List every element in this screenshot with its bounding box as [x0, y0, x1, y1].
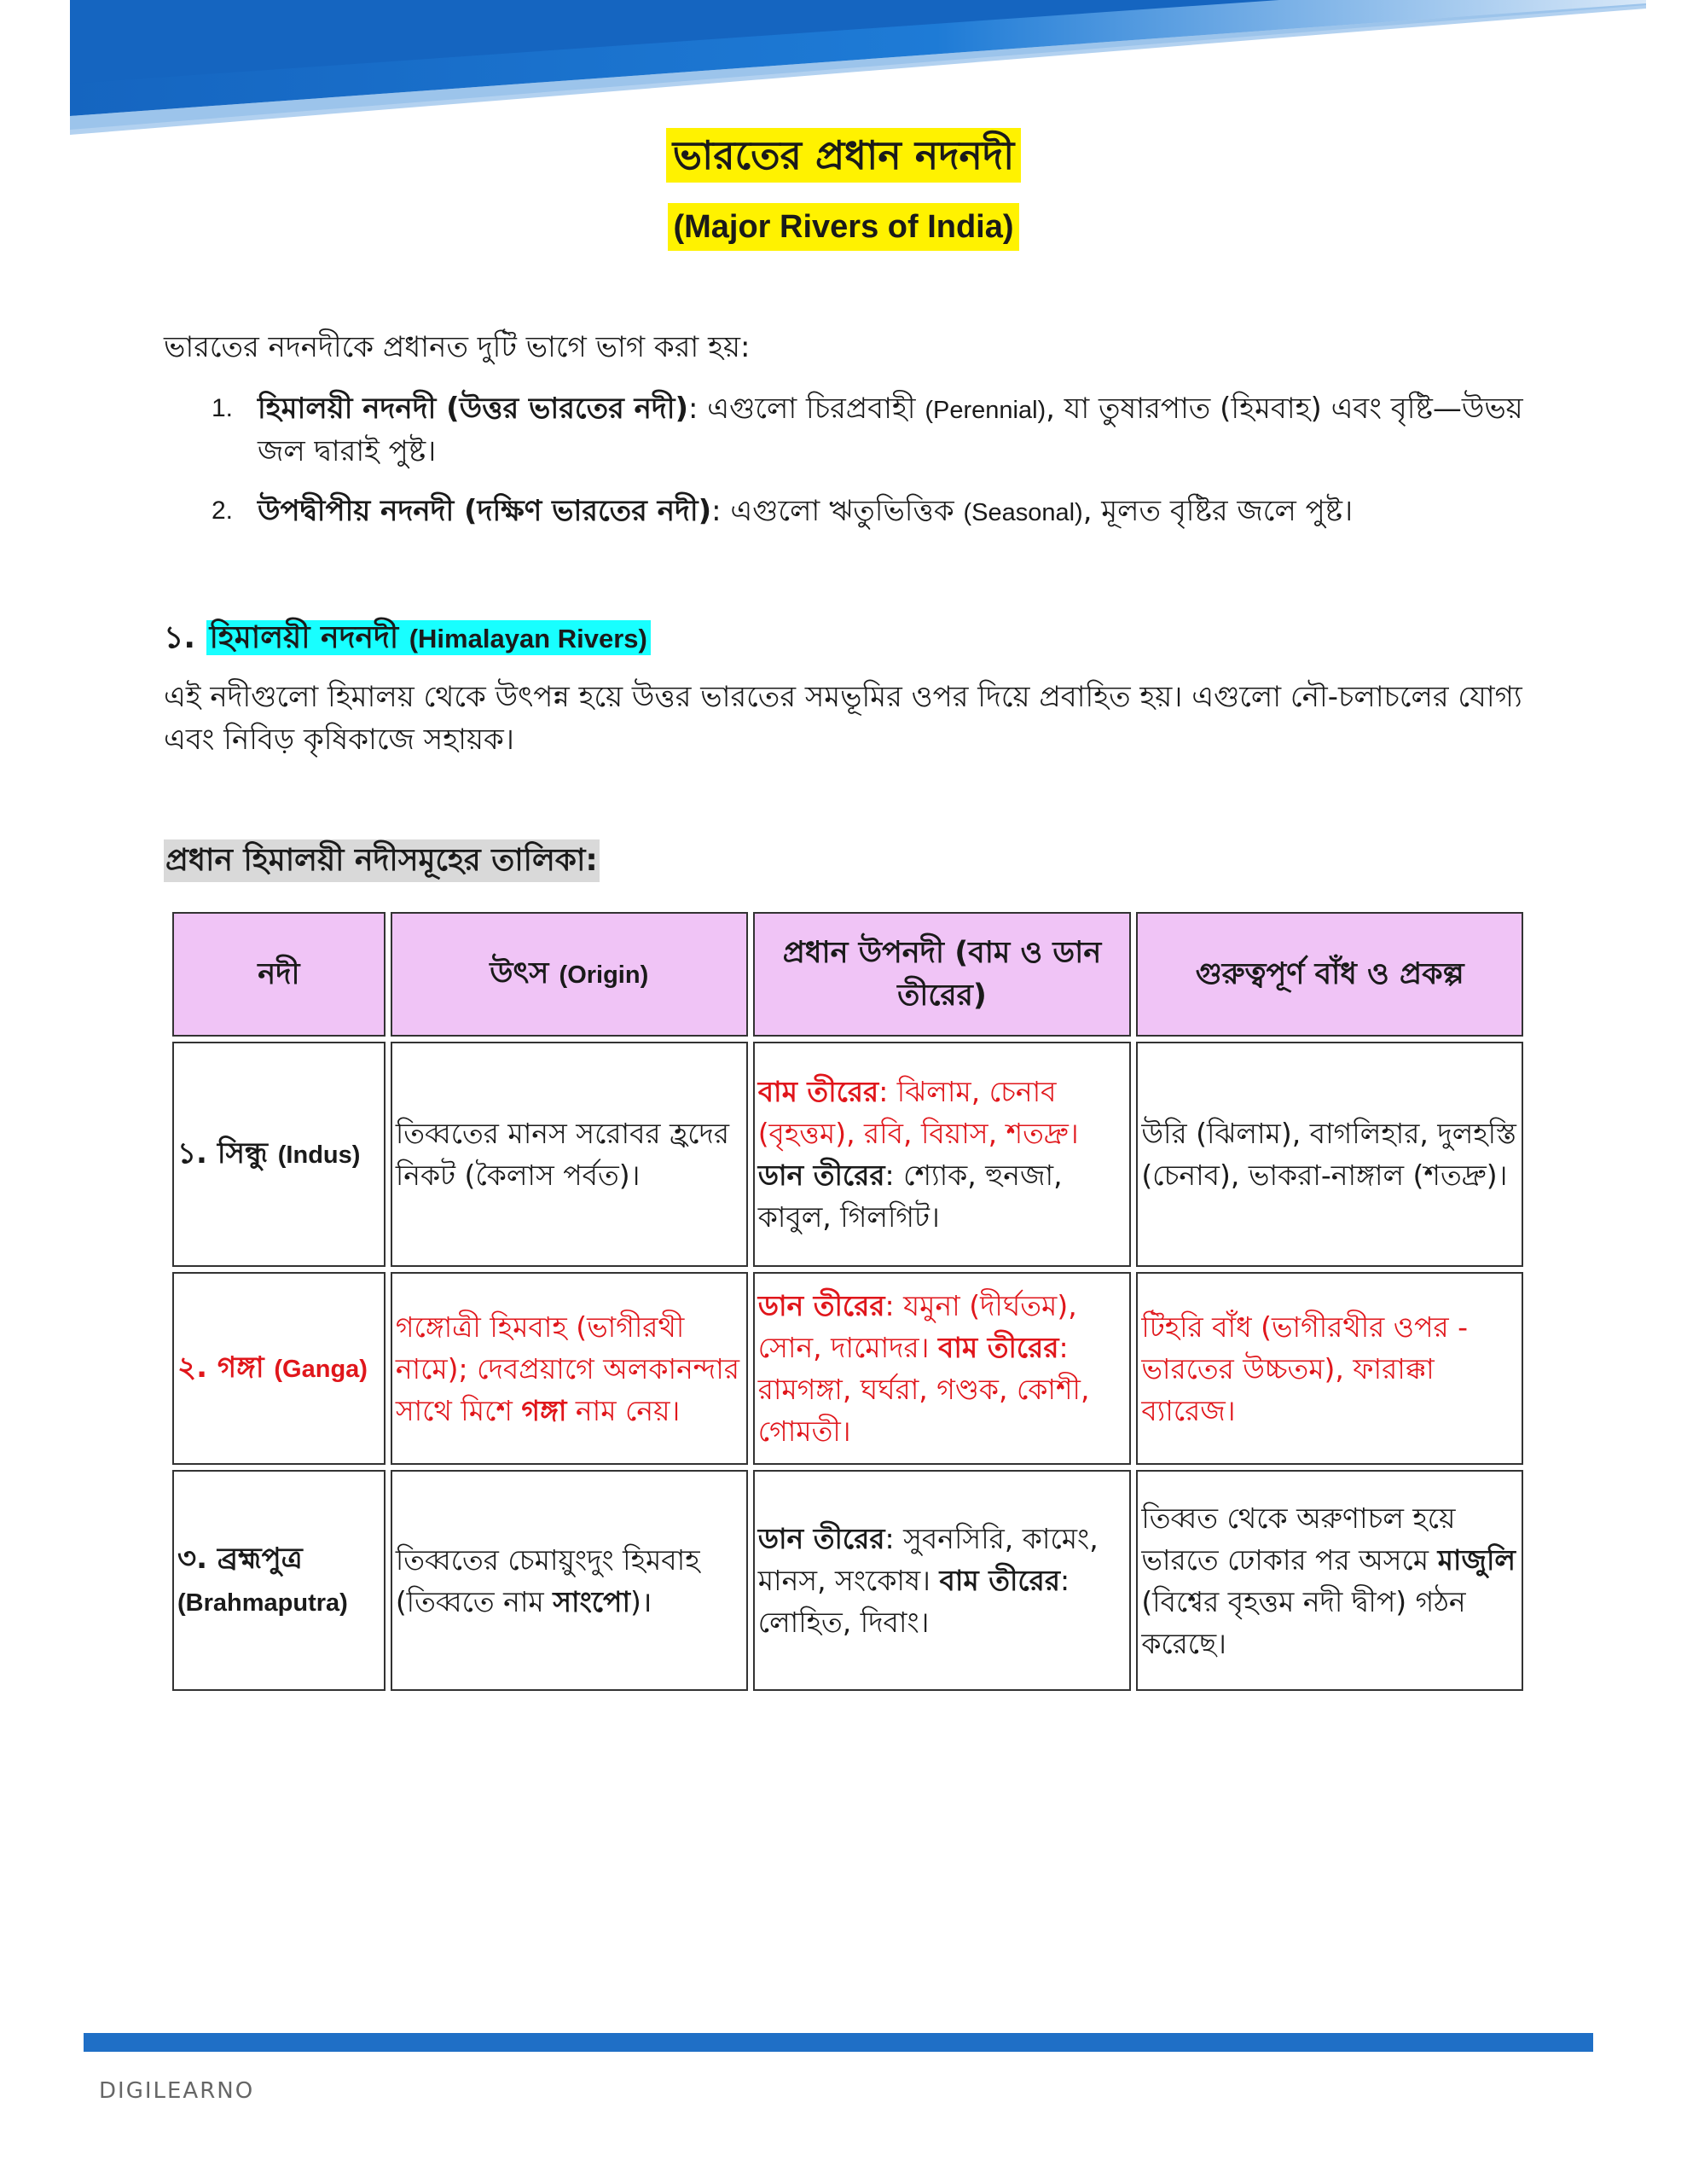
tributaries-cell: ডান তীরের: সুবনসিরি, কামেং, মানস, সংকোষ। বাম তীরের: লোহিত, দিবাং।	[753, 1470, 1132, 1691]
list-item: 1. হিমালয়ী নদনদী (উত্তর ভারতের নদী): এগুলো চিরপ্রবাহী (Perennial), যা তুষারপাত (হিমবাহ) এবং বৃষ্টি—উভয় জল দ্বারাই পুষ্ট।	[212, 392, 1523, 468]
river-types-list	[212, 388, 1542, 552]
section-description: এই নদীগুলো হিমালয় থেকে উৎপন্ন হয়ে উত্তর ভারতের সমভূমির ওপর দিয়ে প্রবাহিত হয়। এগুলো নৌ-চলাচলের যোগ্য এবং নিবিড় কৃষিকাজে সহায়ক।	[164, 680, 1522, 757]
origin-cell: তিব্বতের চেমায়ুংদুং হিমবাহ (তিব্বতে নাম সাংপো)।	[391, 1470, 748, 1691]
column-header: গুরুত্বপূর্ণ বাঁধ ও প্রকল্প	[1136, 912, 1523, 1037]
projects-cell: টিহরি বাঁধ (ভাগীরথীর ওপর - ভারতের উচ্চতম), ফারাক্কা ব্যারেজ।	[1136, 1272, 1523, 1465]
projects-cell: তিব্বত থেকে অরুণাচল হয়ে ভারতে ঢোকার পর অসমে মাজুলি (বিশ্বের বৃহত্তম নদী দ্বীপ) গঠন করেছে।	[1136, 1470, 1523, 1691]
river-cell: ৩. ব্রহ্মপুত্র (Brahmaputra)	[172, 1470, 386, 1691]
origin-cell: গঙ্গোত্রী হিমবাহ (ভাগীরথী নামে); দেবপ্রয়াগে অলকানন্দার সাথে মিশে গঙ্গা নাম নেয়।	[391, 1272, 748, 1465]
section-heading-highlight: হিমালয়ী নদনদী (Himalayan Rivers)	[206, 620, 651, 655]
rivers-table	[167, 907, 1528, 1696]
intro-text: ভারতের নদনদীকে প্রধানত দুটি ভাগে ভাগ করা হয়:	[164, 330, 751, 364]
tributaries-cell: বাম তীরের: ঝিলাম, চেনাব (বৃহত্তম), রবি, বিয়াস, শতদ্রু। ডান তীরের: শ্যোক, হুনজা, কাবুল, গিলগিট।	[753, 1042, 1132, 1267]
projects-cell: উরি (ঝিলাম), বাগলিহার, দুলহস্তি (চেনাব), ভাকরা-নাঙ্গাল (শতদ্রু)।	[1136, 1042, 1523, 1267]
footer-brand: DIGILEARNO	[99, 2078, 255, 2104]
column-header: উৎস (Origin)	[391, 912, 748, 1037]
header-banner	[0, 0, 1687, 145]
page-subtitle: (Major Rivers of India)	[668, 203, 1018, 251]
table-row	[172, 1042, 1523, 1267]
river-cell: ১. সিন্ধু (Indus)	[172, 1042, 386, 1267]
origin-cell: তিব্বতের মানস সরোবর হ্রদের নিকট (কৈলাস পর্বত)।	[391, 1042, 748, 1267]
section-heading: ১. হিমালয়ী নদনদী (Himalayan Rivers)	[164, 616, 651, 661]
table-header-row	[172, 912, 1523, 1037]
column-header: নদী	[172, 912, 386, 1037]
page-title: ভারতের প্রধান নদনদী	[666, 128, 1022, 183]
tributaries-cell: ডান তীরের: যমুনা (দীর্ঘতম), সোন, দামোদর। বাম তীরের: রামগঙ্গা, ঘর্ঘরা, গণ্ডক, কোশী, গোমতী।	[753, 1272, 1132, 1465]
column-header: প্রধান উপনদী (বাম ও ডান তীরের)	[753, 912, 1132, 1037]
footer-bar	[84, 2033, 1593, 2052]
river-cell: ২. গঙ্গা (Ganga)	[172, 1272, 386, 1465]
list-item: 2. উপদ্বীপীয় নদনদী (দক্ষিণ ভারতের নদী): এগুলো ঋতুভিত্তিক (Seasonal), মূলত বৃষ্টির জলে পুষ্ট।	[212, 494, 1354, 528]
table-row	[172, 1272, 1523, 1465]
table-row	[172, 1470, 1523, 1691]
table-caption: প্রধান হিমালয়ী নদীসমূহের তালিকা:	[164, 839, 600, 882]
